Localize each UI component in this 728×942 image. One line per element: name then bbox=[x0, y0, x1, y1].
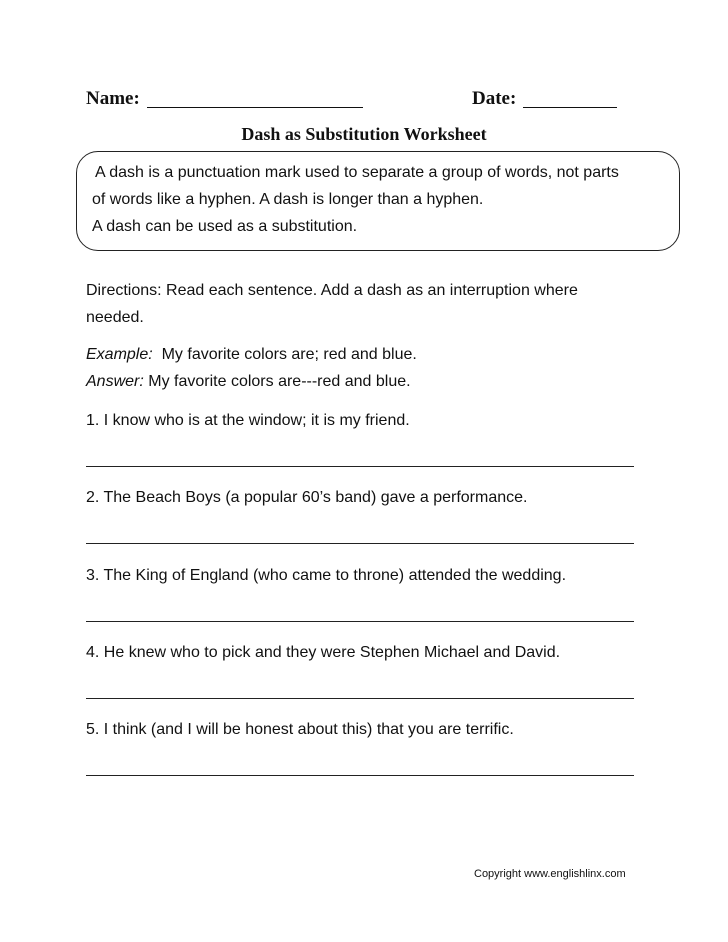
example-row bbox=[86, 346, 417, 364]
question-1: 1. I know who is at the window; it is my friend. bbox=[86, 412, 410, 429]
answer-line-4[interactable] bbox=[86, 698, 634, 699]
answer-row bbox=[86, 373, 411, 391]
date-label: Date: bbox=[472, 88, 517, 109]
example-label: Example: bbox=[86, 346, 153, 363]
page-title: Dash as Substitution Worksheet bbox=[241, 124, 487, 144]
date-field[interactable] bbox=[523, 107, 617, 108]
answer-text: My favorite colors are---red and blue. bbox=[148, 373, 411, 390]
answer-line-3[interactable] bbox=[86, 621, 634, 622]
intro-line-2: of words like a hyphen. A dash is longer than a hyphen. bbox=[92, 191, 484, 208]
question-4: 4. He knew who to pick and they were Stephen Michael and David. bbox=[86, 644, 561, 661]
directions-line-2: needed. bbox=[86, 309, 144, 326]
example-text: My favorite colors are; red and blue. bbox=[161, 346, 417, 363]
directions-line-1: Directions: Read each sentence. Add a dash as an interruption where bbox=[86, 282, 578, 299]
question-2: 2. The Beach Boys (a popular 60’s band) gave a performance. bbox=[86, 489, 528, 506]
answer-label: Answer: bbox=[86, 373, 144, 390]
intro-line-3: A dash can be used as a substitution. bbox=[92, 218, 358, 235]
question-5: 5. I think (and I will be honest about this) that you are terrific. bbox=[86, 721, 514, 738]
name-label: Name: bbox=[86, 88, 140, 109]
name-field[interactable] bbox=[147, 107, 363, 108]
answer-line-5[interactable] bbox=[86, 775, 634, 776]
answer-line-1[interactable] bbox=[86, 466, 634, 467]
answer-line-2[interactable] bbox=[86, 543, 634, 544]
intro-line-1: A dash is a punctuation mark used to separate a group of words, not parts bbox=[95, 164, 619, 181]
question-3: 3. The King of England (who came to throne) attended the wedding. bbox=[86, 567, 567, 584]
copyright-text: Copyright www.englishlinx.com bbox=[474, 868, 626, 880]
